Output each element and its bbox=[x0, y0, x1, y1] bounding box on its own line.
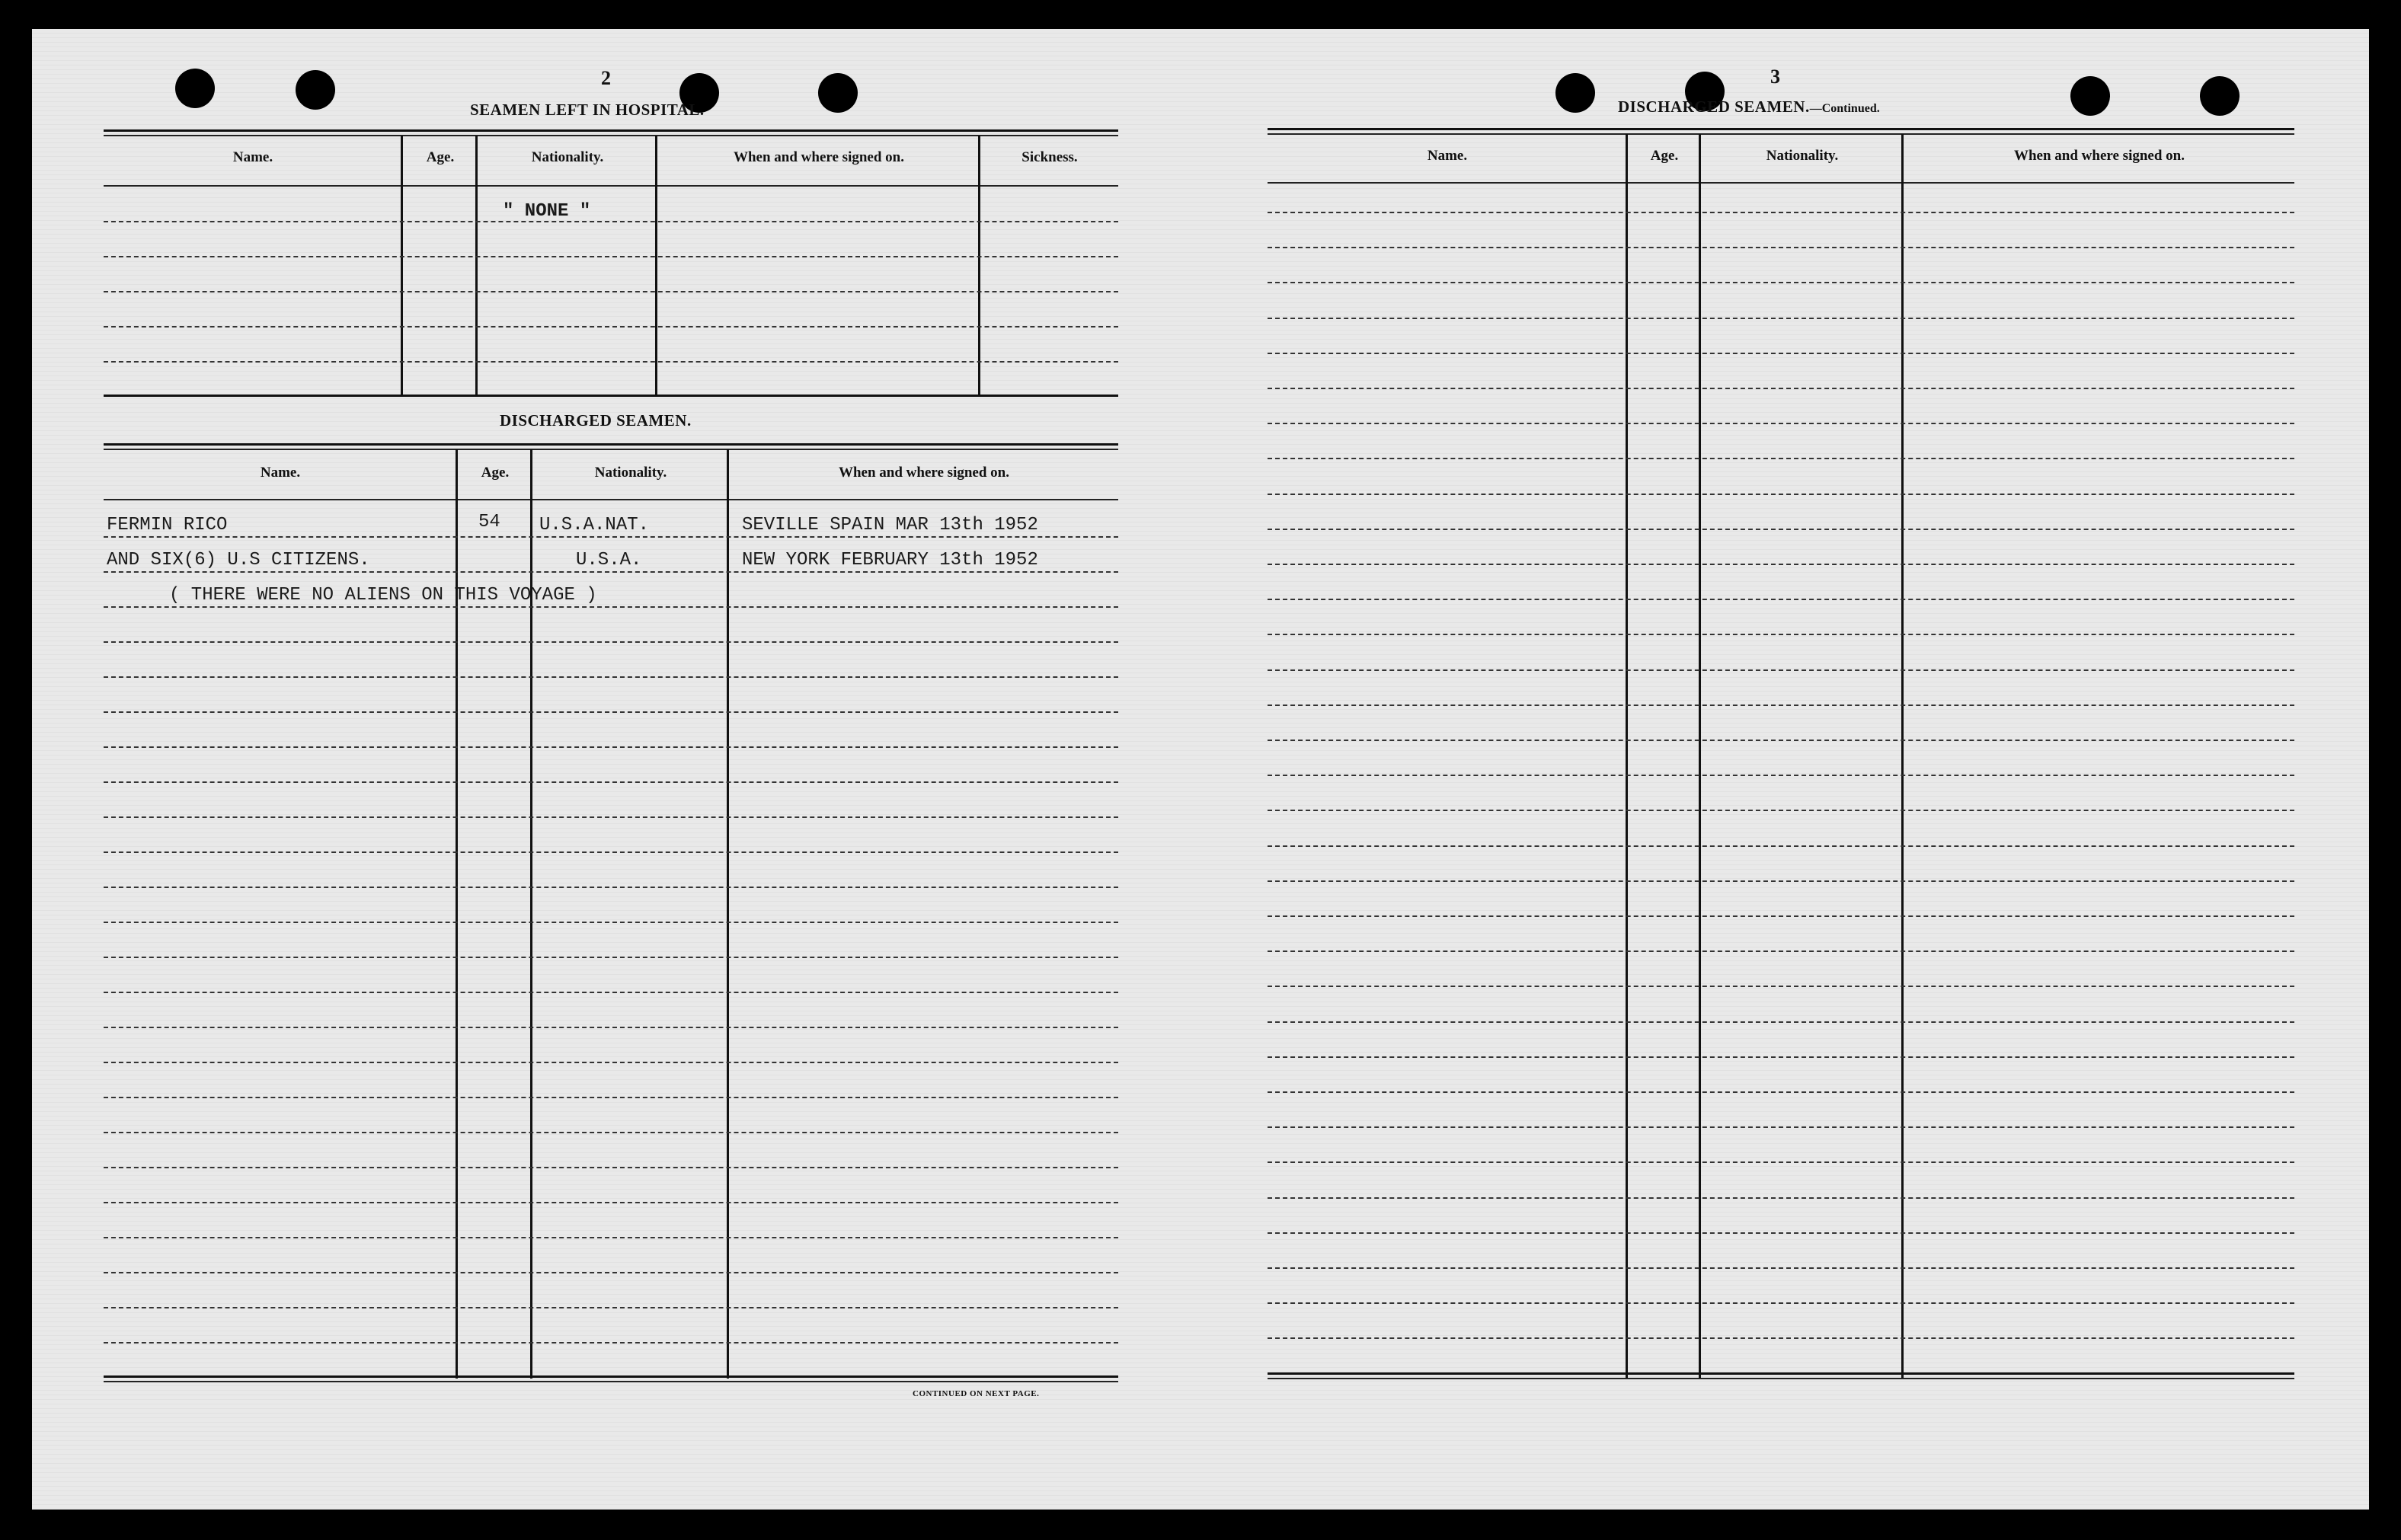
ruled-line bbox=[1268, 1232, 2294, 1234]
hospital-col-divider bbox=[655, 136, 657, 396]
hospital-col-name: Name. bbox=[232, 149, 273, 165]
ruled-line bbox=[1268, 388, 2294, 389]
discharged-col-divider bbox=[727, 449, 729, 1379]
discharged-col-nationality: Nationality. bbox=[594, 465, 667, 481]
discharged-col-name: Name. bbox=[260, 465, 301, 481]
right-col-divider bbox=[1626, 134, 1628, 1379]
row1-age: 54 bbox=[478, 512, 500, 532]
ruled-line bbox=[104, 641, 1118, 643]
page-number-left: 2 bbox=[601, 67, 611, 89]
ruled-line bbox=[104, 606, 1118, 608]
discharged-continued-main: DISCHARGED SEAMEN. bbox=[1618, 97, 1810, 116]
ruled-line bbox=[104, 851, 1118, 853]
right-col-nationality: Nationality. bbox=[1766, 148, 1839, 164]
continued-note: CONTINUED ON NEXT PAGE. bbox=[913, 1389, 1040, 1398]
ruled-line bbox=[104, 746, 1118, 748]
ruled-line bbox=[1268, 494, 2294, 495]
ruled-line bbox=[104, 256, 1118, 257]
ruled-line bbox=[1268, 1337, 2294, 1339]
discharged-header-rule bbox=[104, 499, 1118, 500]
right-col-divider bbox=[1699, 134, 1701, 1379]
ruled-line bbox=[1268, 1021, 2294, 1023]
ruled-line bbox=[104, 1062, 1118, 1063]
ruled-line bbox=[1268, 1056, 2294, 1058]
ruled-line bbox=[104, 1132, 1118, 1133]
punch-hole bbox=[818, 73, 858, 113]
ruled-line bbox=[1268, 775, 2294, 776]
punch-hole bbox=[175, 69, 215, 108]
hospital-section-title: SEAMEN LEFT IN HOSPITAL. bbox=[470, 101, 705, 119]
right-col-age: Age. bbox=[1650, 148, 1679, 164]
document-sheet bbox=[32, 29, 2369, 1510]
hospital-entry-none: " NONE " bbox=[503, 201, 591, 222]
ruled-line bbox=[1268, 282, 2294, 283]
discharged-col-age: Age. bbox=[481, 465, 510, 481]
ruled-line bbox=[1268, 318, 2294, 319]
ruled-line bbox=[1268, 915, 2294, 917]
ruled-line bbox=[1268, 564, 2294, 565]
ruled-line bbox=[104, 1272, 1118, 1273]
row2-nationality: U.S.A. bbox=[576, 550, 642, 570]
ruled-line bbox=[104, 536, 1118, 538]
right-header-rule bbox=[1268, 182, 2294, 184]
ruled-line bbox=[1268, 353, 2294, 354]
ruled-line bbox=[104, 887, 1118, 888]
ruled-line bbox=[1268, 986, 2294, 987]
ruled-line bbox=[1268, 1126, 2294, 1128]
right-col-divider bbox=[1901, 134, 1904, 1379]
discharged-bottom-rule-2 bbox=[104, 1381, 1118, 1382]
ruled-line bbox=[1268, 810, 2294, 811]
hospital-col-divider bbox=[475, 136, 478, 396]
ruled-line bbox=[104, 1097, 1118, 1098]
ruled-line bbox=[104, 1237, 1118, 1238]
row2-signed-on: NEW YORK FEBRUARY 13th 1952 bbox=[742, 550, 1038, 570]
ruled-line bbox=[104, 711, 1118, 713]
discharged-continued-suffix: —Continued. bbox=[1809, 102, 1880, 115]
punch-hole bbox=[1555, 73, 1595, 113]
punch-hole bbox=[296, 70, 335, 110]
ruled-line bbox=[1268, 634, 2294, 635]
ruled-line bbox=[104, 922, 1118, 923]
ruled-line bbox=[104, 1342, 1118, 1344]
hospital-col-nationality: Nationality. bbox=[531, 149, 604, 165]
page-number-right: 3 bbox=[1770, 65, 1780, 88]
ruled-line bbox=[104, 361, 1118, 363]
ruled-line bbox=[104, 1167, 1118, 1168]
ruled-line bbox=[1268, 529, 2294, 530]
hospital-col-divider bbox=[401, 136, 403, 396]
ruled-line bbox=[104, 291, 1118, 292]
ruled-line bbox=[1268, 740, 2294, 741]
discharged-section-title: DISCHARGED SEAMEN. bbox=[500, 411, 692, 430]
row1-signed-on: SEVILLE SPAIN MAR 13th 1952 bbox=[742, 515, 1038, 535]
ruled-line bbox=[1268, 669, 2294, 671]
ruled-line bbox=[1268, 845, 2294, 847]
ruled-line bbox=[104, 676, 1118, 678]
ruled-line bbox=[104, 571, 1118, 573]
ruled-line bbox=[1268, 247, 2294, 248]
punch-hole bbox=[2200, 76, 2240, 116]
right-bottom-rule bbox=[1268, 1372, 2294, 1375]
ruled-line bbox=[1268, 423, 2294, 424]
hospital-col-divider bbox=[978, 136, 980, 396]
ruled-line bbox=[104, 1307, 1118, 1308]
discharged-continued-title bbox=[1618, 97, 1880, 117]
ruled-line bbox=[1268, 1267, 2294, 1269]
right-col-name: Name. bbox=[1427, 148, 1468, 164]
discharged-bottom-rule bbox=[104, 1375, 1118, 1378]
ruled-line bbox=[104, 957, 1118, 958]
ruled-line bbox=[1268, 599, 2294, 600]
discharged-top-rule-2 bbox=[104, 449, 1118, 450]
row1-nationality: U.S.A.NAT. bbox=[539, 515, 650, 535]
ruled-line bbox=[104, 781, 1118, 783]
ruled-line bbox=[1268, 1197, 2294, 1199]
ruled-line bbox=[1268, 212, 2294, 213]
hospital-top-rule-2 bbox=[104, 135, 1118, 136]
ruled-line bbox=[104, 326, 1118, 327]
ruled-line bbox=[104, 992, 1118, 993]
ruled-line bbox=[1268, 1091, 2294, 1093]
ruled-line bbox=[1268, 458, 2294, 459]
row1-name: FERMIN RICO bbox=[107, 515, 228, 535]
ruled-line bbox=[1268, 880, 2294, 882]
right-top-rule-2 bbox=[1268, 133, 2294, 135]
discharged-top-rule bbox=[104, 443, 1118, 446]
ruled-line bbox=[1268, 1161, 2294, 1163]
right-top-rule bbox=[1268, 128, 2294, 130]
hospital-top-rule bbox=[104, 129, 1118, 132]
hospital-col-signed-on: When and where signed on. bbox=[733, 149, 904, 165]
hospital-col-age: Age. bbox=[426, 149, 455, 165]
ruled-line bbox=[1268, 1302, 2294, 1304]
ruled-line bbox=[1268, 705, 2294, 706]
hospital-header-rule bbox=[104, 185, 1118, 187]
ruled-line bbox=[1268, 951, 2294, 952]
ruled-line bbox=[104, 1027, 1118, 1028]
row2-name: AND SIX(6) U.S CITIZENS. bbox=[107, 550, 370, 570]
voyage-remark: ( THERE WERE NO ALIENS ON THIS VOYAGE ) bbox=[169, 585, 597, 605]
ruled-line bbox=[104, 221, 1118, 222]
right-col-signed-on: When and where signed on. bbox=[2013, 148, 2185, 164]
punch-hole bbox=[2070, 76, 2110, 116]
right-bottom-rule-2 bbox=[1268, 1378, 2294, 1379]
hospital-col-sickness: Sickness. bbox=[1021, 149, 1078, 165]
ruled-line bbox=[104, 816, 1118, 818]
ruled-line bbox=[104, 1202, 1118, 1203]
discharged-col-signed-on: When and where signed on. bbox=[838, 465, 1009, 481]
hospital-bottom-rule bbox=[104, 395, 1118, 397]
